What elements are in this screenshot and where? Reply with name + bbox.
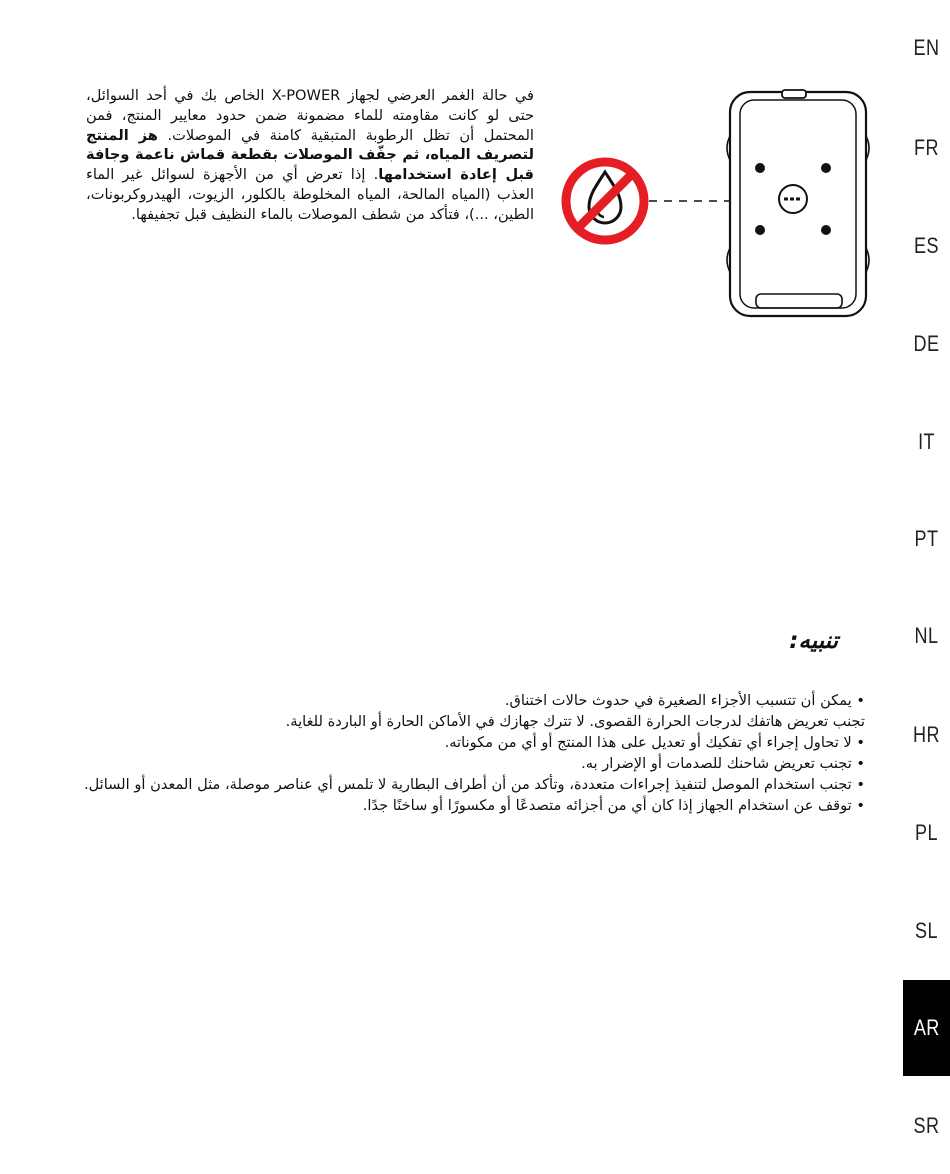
water-immersion-paragraph (86, 86, 534, 225)
warnings-list (70, 690, 865, 816)
lang-tab-sl[interactable]: SL (915, 918, 938, 943)
list-item: تجنب تعريض هاتفك لدرجات الحرارة القصوى. لا تترك جهازك في الأماكن الحارة أو الباردة للغاية. (285, 713, 865, 730)
list-item: • لا تحاول إجراء أي تفكيك أو تعديل على هذا المنتج أو أي من مكوناته. (444, 734, 865, 751)
lang-tab-fr[interactable]: FR (914, 135, 939, 160)
no-water-icon (566, 162, 644, 240)
intro-text-2: . إذا تعرض أي من الأجهزة لسوائل غير الماء العذب (المياه المالحة، المياه المخلوطة بالكلور، الزيوت، الهيدروكربونات، الطين، ...)، فتأكد من شطف الموصلات بالماء النظيف قبل تجفيفها. (86, 166, 534, 223)
warning-heading: تنبيه: (789, 628, 838, 654)
list-item: • توقف عن استخدام الجهاز إذا كان أي من أجزائه متصدعًا أو مكسورًا أو ساخنًا جدًا. (362, 797, 865, 814)
lang-tab-sr[interactable]: SR (913, 1113, 940, 1138)
language-tabs (903, 0, 950, 1174)
lang-tab-en[interactable]: EN (913, 35, 940, 60)
lang-tab-nl[interactable]: NL (914, 623, 939, 648)
lang-tab-pl[interactable]: PL (915, 820, 938, 845)
lang-tab-hr[interactable]: HR (913, 722, 940, 747)
intro-text-bold: هز المنتج لتصريف المياه، ثم جفّف الموصلات بقطعة قماش ناعمة وجافة قبل إعادة استخدامها (86, 126, 534, 184)
lang-tab-pt[interactable]: PT (914, 526, 939, 551)
list-item: • تجنب تعريض شاحنك للصدمات أو الإضرار به. (581, 755, 865, 772)
lang-tab-es[interactable]: ES (914, 233, 939, 258)
intro-text-1: في حالة الغمر العرضي لجهاز X-POWER الخاص بك في أحد السوائل، حتى لو كانت مقاومته للماء مضمونة ضمن حدود معايير المنتج، فمن المحتمل أن تظل الرطوبة المتبقية كامنة في الموصلات. (86, 87, 534, 144)
list-item: • تجنب استخدام الموصل لتنفيذ إجراءات متعددة، وتأكد من أن أطراف البطارية لا تلمس أي عناصر موصلة، مثل المعدن أو السائل. (83, 776, 865, 793)
lang-tab-ar[interactable]: AR (903, 980, 950, 1076)
device-figure (556, 88, 876, 328)
device-illustration (727, 90, 869, 316)
list-item: • يمكن أن تتسبب الأجزاء الصغيرة في حدوث حالات اختناق. (504, 692, 865, 709)
lang-tab-it[interactable]: IT (918, 429, 935, 454)
lang-tab-de[interactable]: DE (913, 331, 940, 356)
